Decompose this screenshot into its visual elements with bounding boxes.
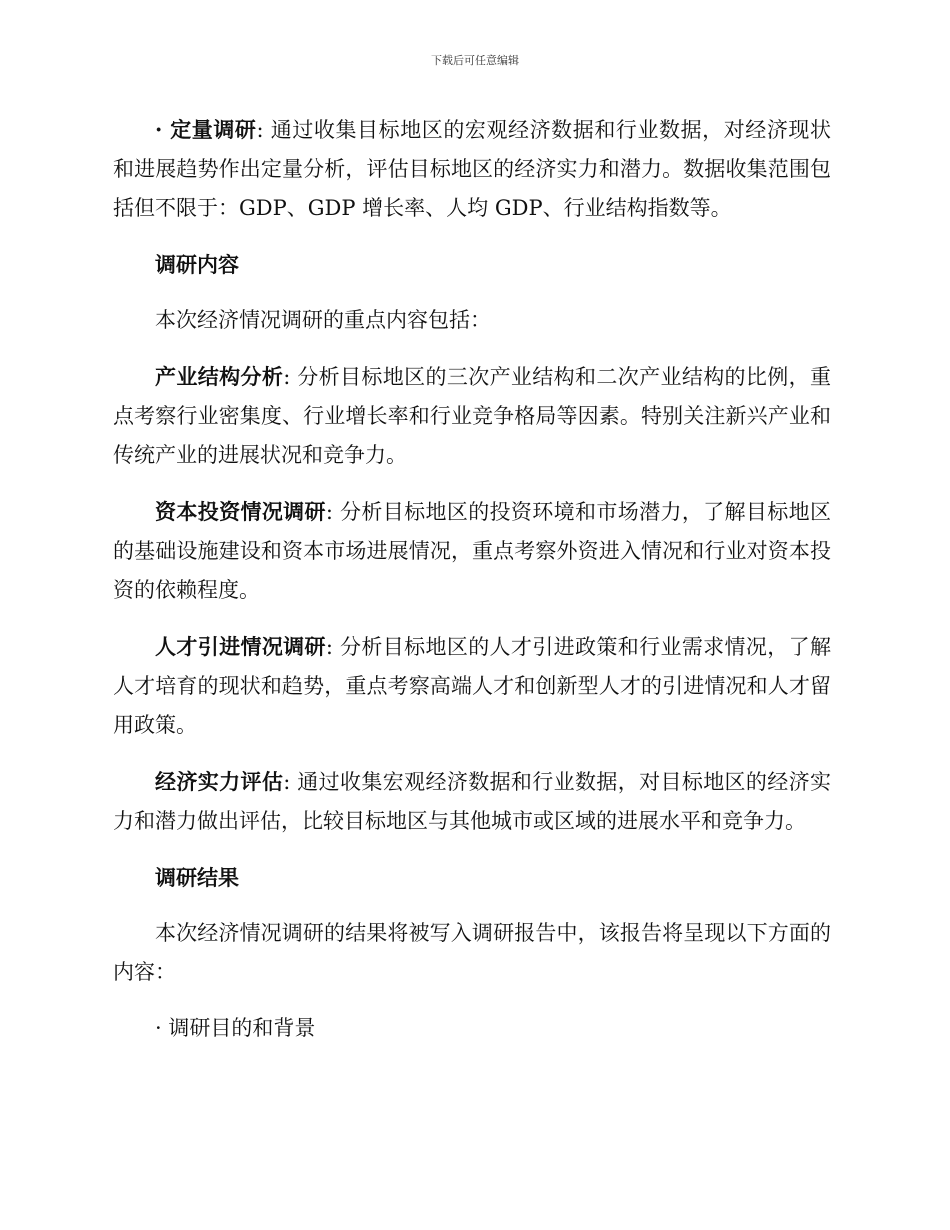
paragraph-results-intro: 本次经济情况调研的结果将被写入调研报告中，该报告将呈现以下方面的内容： (113, 921, 831, 984)
document-body (113, 110, 831, 1065)
term-industry-structure: 产业结构分析 (155, 364, 284, 389)
list-item-purpose-background: · 调研目的和背景 (155, 1016, 316, 1040)
paragraph-industry-structure (113, 357, 831, 475)
paragraph-economic-strength (113, 762, 831, 841)
paragraph-text: : 分析目标地区的三次产业结构和二次产业结构的比例，重点考察行业密集度、行业增长率和行业竞争格局等因素。特别关注新兴产业和传统产业的进展状况和竞争力。 (113, 365, 832, 467)
term-quantitative-research: · 定量调研 (155, 117, 257, 142)
paragraph-talent-introduction (113, 627, 831, 745)
section-heading-research-content: 调研内容 (155, 252, 239, 277)
paragraph-text: : 通过收集目标地区的宏观经济数据和行业数据，对经济现状和进展趋势作出定量分析，评估目标地区的经济实力和潜力。数据收集范围包括但不限于：GDP、GDP 增长率、人均 GDP、行业结构指数等。 (113, 118, 831, 220)
page-header: 下载后可任意编辑 (431, 54, 519, 67)
paragraph-text: : 分析目标地区的投资环境和市场潜力，了解目标地区的基础设施建设和资本市场进展情况，重点考察外资进入情况和行业对资本投资的依赖程度。 (113, 500, 832, 602)
paragraph-capital-investment (113, 492, 831, 610)
term-talent-introduction: 人才引进情况调研 (155, 634, 326, 659)
paragraph-quantitative-research (113, 110, 831, 228)
section-heading-research-results: 调研结果 (155, 865, 239, 890)
paragraph-text: : 分析目标地区的人才引进政策和行业需求情况，了解人才培育的现状和趋势，重点考察高端人才和创新型人才的引进情况和人才留用政策。 (113, 635, 832, 737)
term-economic-strength: 经济实力评估 (155, 769, 284, 794)
term-capital-investment: 资本投资情况调研 (155, 499, 326, 524)
paragraph-content-intro: 本次经济情况调研的重点内容包括： (155, 308, 491, 332)
paragraph-text: : 通过收集宏观经济数据和行业数据，对目标地区的经济实力和潜力做出评估，比较目标地区与其他城市或区域的进展水平和竞争力。 (113, 770, 832, 833)
